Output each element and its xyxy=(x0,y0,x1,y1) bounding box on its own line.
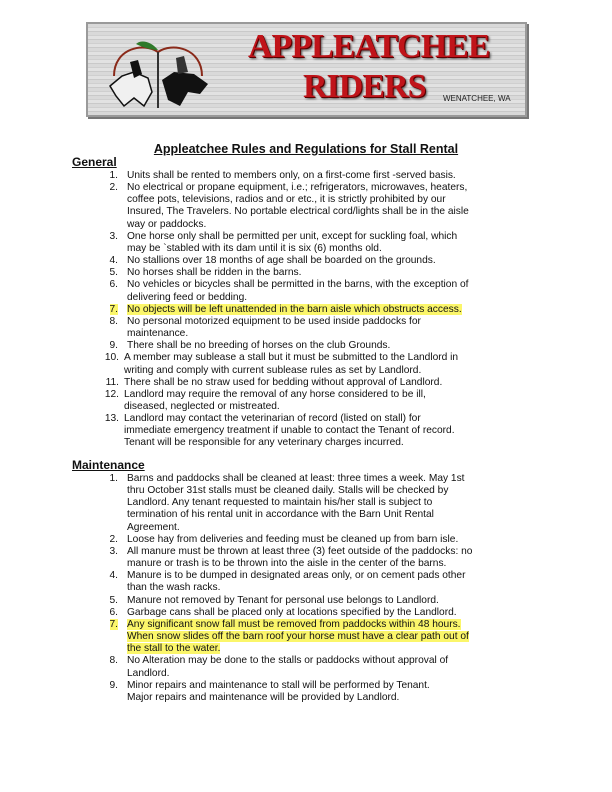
rule-text-line xyxy=(127,509,612,521)
rule-text-line xyxy=(127,595,612,607)
rule-text-line xyxy=(127,619,612,631)
general-rules-list xyxy=(0,170,612,450)
rule-text: No Alteration may be done to the stalls or paddocks without approval of xyxy=(127,655,449,667)
rule-number xyxy=(0,680,118,692)
rule-number-text: 4. xyxy=(109,570,118,582)
rule-number-text: 3. xyxy=(109,230,118,242)
rule-number-text: 2. xyxy=(109,533,118,545)
rule-item xyxy=(0,595,612,607)
logo-location: WENATCHEE, WA xyxy=(443,94,511,103)
rule-text-line xyxy=(127,267,612,279)
rule-item xyxy=(0,473,612,534)
rule-text: the stall to the water. xyxy=(127,643,221,655)
section-heading-general: General xyxy=(72,155,117,169)
rule-number xyxy=(0,182,118,194)
rule-text: thru October 31st stalls must be cleaned daily. Stalls will be checked by xyxy=(127,485,449,497)
rule-number xyxy=(0,170,118,182)
rule-text-line xyxy=(127,243,612,255)
rule-item xyxy=(0,352,612,376)
rule-text-line xyxy=(127,304,612,316)
rule-number xyxy=(0,352,119,364)
rule-text: Landlord may require the removal of any horse considered to be ill, xyxy=(124,388,426,400)
rule-text: Barns and paddocks shall be cleaned at least: three times a week. May 1st xyxy=(127,473,465,484)
rule-number xyxy=(0,267,118,279)
rule-item xyxy=(0,267,612,279)
rule-item xyxy=(0,546,612,570)
rule-text-line xyxy=(127,668,612,680)
appleatchee-riders-banner xyxy=(86,22,527,117)
rule-number xyxy=(0,279,118,291)
rule-text-line xyxy=(127,231,612,243)
rule-number xyxy=(0,595,118,607)
rule-text: writing and comply with current sublease rules as set by Landlord. xyxy=(124,364,422,376)
rule-text-line xyxy=(127,328,612,340)
rule-text-line xyxy=(127,631,612,643)
rule-item xyxy=(0,255,612,267)
rule-text-line xyxy=(124,352,612,364)
rule-number-text: 10. xyxy=(104,352,119,364)
rule-text: Tenant will be responsible for any veterinary charges incurred. xyxy=(124,437,404,449)
rule-number-text: 7. xyxy=(109,303,118,315)
rule-text: manure or trash is to be thrown into the aisle in the center of the barns. xyxy=(127,558,447,570)
rule-number-text: 13. xyxy=(104,413,119,425)
rule-text-line xyxy=(127,485,612,497)
logo-subtitle: RIDERS xyxy=(303,68,426,105)
rule-text-line xyxy=(124,377,612,389)
rule-number-text: 4. xyxy=(109,255,118,267)
rule-text: A member may sublease a stall but it must be submitted to the Landlord in xyxy=(124,352,459,364)
rule-number-text: 9. xyxy=(109,679,118,691)
rule-text-line xyxy=(124,389,612,401)
rule-text-line xyxy=(124,413,612,425)
rule-text: Landlord. Any tenant requested to maintain his/her stall is subject to xyxy=(127,497,433,509)
rule-text: There shall be no straw used for bedding without approval of Landlord. xyxy=(124,376,443,388)
rule-number xyxy=(0,607,118,619)
rule-item xyxy=(0,340,612,352)
rule-number-text: 8. xyxy=(109,655,118,667)
rule-text-line xyxy=(127,316,612,328)
rule-text: Units shall be rented to members only, on a first-come first -served basis. xyxy=(127,170,456,181)
rule-number xyxy=(0,655,118,667)
rule-text-line xyxy=(127,546,612,558)
rule-text: No horses shall be ridden in the barns. xyxy=(127,267,302,279)
rule-text-line xyxy=(127,194,612,206)
rule-text: One horse only shall be permitted per unit, except for suckling foal, which xyxy=(127,230,458,242)
logo-title: APPLEATCHEE xyxy=(248,28,490,65)
rule-text: No personal motorized equipment to be used inside paddocks for xyxy=(127,315,421,327)
rule-text: Any significant snow fall must be removed from paddocks within 48 hours. xyxy=(127,618,461,630)
rule-text-line xyxy=(127,182,612,194)
rule-number-text: 1. xyxy=(109,473,118,484)
rule-text-line xyxy=(127,279,612,291)
rule-text: delivering feed or bedding. xyxy=(127,291,248,303)
rule-item xyxy=(0,570,612,594)
rule-number-text: 5. xyxy=(109,267,118,279)
rule-number-text: 2. xyxy=(109,182,118,194)
rule-text-line xyxy=(127,692,612,704)
rule-item xyxy=(0,413,612,449)
rule-text-line xyxy=(127,206,612,218)
rule-text-line xyxy=(127,558,612,570)
rule-item xyxy=(0,655,612,679)
rule-text: Landlord may contact the veterinarian of record (listed on stall) for xyxy=(124,413,421,425)
rule-number-text: 5. xyxy=(109,594,118,606)
rule-text-line xyxy=(124,425,612,437)
rule-item xyxy=(0,389,612,413)
rule-text-line xyxy=(127,170,612,182)
rule-text-line xyxy=(127,607,612,619)
rule-text-line xyxy=(127,582,612,594)
apple-horses-logo-icon xyxy=(104,36,212,112)
rule-number xyxy=(0,546,118,558)
rule-number-text: 1. xyxy=(109,170,118,181)
rule-number-text: 8. xyxy=(109,315,118,327)
rule-text-line xyxy=(127,643,612,655)
section-heading-maintenance: Maintenance xyxy=(72,458,145,472)
rule-item xyxy=(0,377,612,389)
rule-text: may be `stabled with its dam until it is six (6) months old. xyxy=(127,242,382,254)
rule-text: No vehicles or bicycles shall be permitted in the barns, with the exception of xyxy=(127,279,469,291)
rule-item xyxy=(0,607,612,619)
rule-item xyxy=(0,534,612,546)
rule-text: When snow slides off the barn roof your horse must have a clear path out of xyxy=(127,631,469,643)
document-title: Appleatchee Rules and Regulations for Stall Rental xyxy=(153,142,459,156)
rule-number xyxy=(0,304,118,316)
rule-text-line xyxy=(127,534,612,546)
rule-number-text: 12. xyxy=(104,388,119,400)
rule-text-line xyxy=(124,365,612,377)
rule-text-line xyxy=(127,292,612,304)
rule-text-line xyxy=(127,522,612,534)
rule-text: Major repairs and maintenance will be provided by Landlord. xyxy=(127,691,400,703)
rule-text-line xyxy=(124,437,612,449)
rule-text-line xyxy=(124,401,612,413)
rule-number xyxy=(0,534,118,546)
rule-item xyxy=(0,182,612,231)
rule-text: Insured, The Travelers. No portable electrical cord/lights shall be in the aisle xyxy=(127,206,469,218)
rule-text: way or paddocks. xyxy=(127,218,207,230)
rule-text: immediate emergency treatment if unable to contact the Tenant of record. xyxy=(124,425,455,437)
rule-text: All manure must be thrown at least three (3) feet outside of the paddocks: no xyxy=(127,545,473,557)
rule-number xyxy=(0,377,119,389)
rule-number xyxy=(0,316,118,328)
rule-number-text: 11. xyxy=(105,376,119,388)
rule-text: than the wash racks. xyxy=(127,582,221,594)
rule-text: coffee pots, televisions, radios and or etc., it is strictly prohibited by our xyxy=(127,194,446,206)
rule-item xyxy=(0,619,612,655)
rule-number xyxy=(0,473,118,485)
rule-text: No electrical or propane equipment, i.e.; refrigerators, microwaves, heaters, xyxy=(127,182,468,194)
rule-text: Manure is to be dumped in designated areas only, or on cement pads other xyxy=(127,570,466,582)
rule-item xyxy=(0,170,612,182)
rule-number-text: 6. xyxy=(109,606,118,618)
rule-text: diseased, neglected or mistreated. xyxy=(124,400,280,412)
rule-text-line xyxy=(127,255,612,267)
rule-text: No stallions over 18 months of age shall be boarded on the grounds. xyxy=(127,255,436,267)
maintenance-rules-list xyxy=(0,473,612,704)
rule-number-text: 3. xyxy=(109,545,118,557)
rule-item xyxy=(0,231,612,255)
rule-number xyxy=(0,570,118,582)
rule-text-line xyxy=(127,655,612,667)
rule-number xyxy=(0,413,119,425)
rule-text-line xyxy=(127,473,612,485)
rule-text-line xyxy=(127,497,612,509)
rule-text: There shall be no breeding of horses on the club Grounds. xyxy=(127,340,391,352)
rule-number xyxy=(0,619,118,631)
rule-text-line xyxy=(127,680,612,692)
rule-number xyxy=(0,340,118,352)
rule-number-text: 7. xyxy=(109,618,118,630)
rule-text-line xyxy=(127,340,612,352)
rule-text: Agreement. xyxy=(127,521,180,533)
rule-text-line xyxy=(127,219,612,231)
rule-number-text: 6. xyxy=(109,279,118,291)
rule-number xyxy=(0,255,118,267)
rule-text: Loose hay from deliveries and feeding must be cleaned up from barn isle. xyxy=(127,533,459,545)
rule-text: maintenance. xyxy=(127,328,189,340)
rule-text-line xyxy=(127,570,612,582)
rule-text: No objects will be left unattended in the barn aisle which obstructs access. xyxy=(127,303,462,315)
rule-item xyxy=(0,680,612,704)
rule-item xyxy=(0,279,612,303)
rule-text: Manure not removed by Tenant for personal use belongs to Landlord. xyxy=(127,594,439,606)
rule-text: Minor repairs and maintenance to stall will be performed by Tenant. xyxy=(127,679,430,691)
rule-text: Landlord. xyxy=(127,667,170,679)
rule-item xyxy=(0,304,612,316)
rule-text: Garbage cans shall be placed only at locations specified by the Landlord. xyxy=(127,606,457,618)
rule-item xyxy=(0,316,612,340)
rule-number xyxy=(0,231,118,243)
rule-number xyxy=(0,389,119,401)
rule-number-text: 9. xyxy=(109,340,118,352)
rule-text: termination of his rental unit in accordance with the Barn Unit Rental xyxy=(127,509,434,521)
